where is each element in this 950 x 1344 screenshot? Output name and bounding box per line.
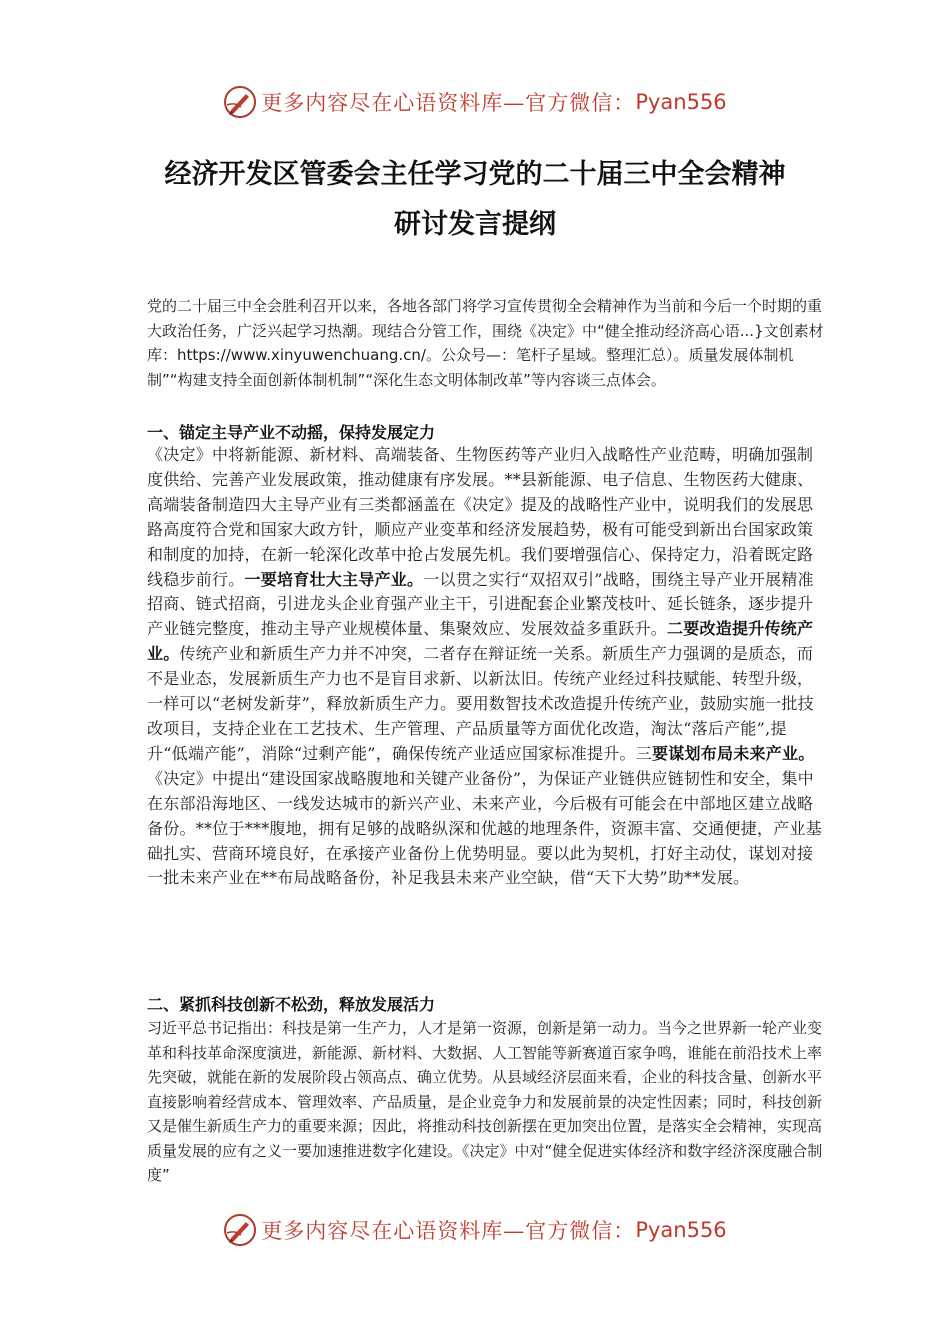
- section1-bold-3: 要谋划布局未来产业。: [651, 743, 815, 763]
- section1-bold-2: 二要改造提升传统产业。: [147, 619, 814, 664]
- section1-body: [147, 443, 827, 891]
- pen-logo-icon: [223, 85, 257, 119]
- section1-text-3: 传统产业和新质生产力并不冲突，二者存在辩证统一关系。新质生产力强调的是质态，而不是业态，发展新质生产力也不是盲目求新、以新汰旧。传统产业经过科技赋能、转型升级，一样可以“老树发新芽”，释放新质生产力。要用数智技术改造提升传统产业，鼓励实施一批技改项目，支持企业在工艺技术、生产管理、产品质量等方面优化改造，淘汰“落后产能”,提升“低端产能”，消除“过剩产能”，确保传统产业适应国家标准提升。三: [147, 644, 814, 763]
- watermark-banner-bottom: [0, 1210, 950, 1250]
- watermark-wechat-id: Pyan556: [635, 1218, 727, 1242]
- section1-text-1: 《决定》中将新能源、新材料、高端装备、生物医药等产业归入战略性产业范畴，明确加强制度供给、完善产业发展政策，推动健康有序发展。**县新能源、电子信息、生物医药大健康、高端装备制造四大主导产业有三类都涵盖在《决定》提及的战略性产业中，说明我们的发展思路高度符合党和国家大政方针，顺应产业变革和经济发展趋势，极有可能受到新出台国家政策和制度的加持，在新一轮深化改革中抢占发展先机。我们要增强信心、保持定力，沿着既定路线稳步前行。: [147, 445, 814, 589]
- document-title-line1: 经济开发区管委会主任学习党的二十届三中全会精神: [164, 159, 786, 190]
- section2-body: 习近平总书记指出：科技是第一生产力，人才是第一资源，创新是第一动力。当今之世界新一轮产业变革和科技革命深度演进，新能源、新材料、大数据、人工智能等新赛道百家争鸣，谁能在前沿技术上率先突破，就能在新的发展阶段占领高点、确立优势。从县域经济层面来看，企业的科技含量、创新水平直接影响着经营成本、管理效率、产品质量，是企业竞争力和发展前景的决定性因素；同时，科技创新又是催生新质生产力的重要来源；因此，将推动科技创新摆在更加突出位置，是落实全会精神，实现高质量发展的应有之义一要加速推进数字化建设。《决定》中对“健全促进实体经济和数字经济深度融合制度”: [147, 1019, 823, 1184]
- watermark-wechat-id: Pyan556: [635, 90, 727, 114]
- section1-text-4: 《决定》中提出“建设国家战略腹地和关键产业备份”，为保证产业链供应链韧性和安全，集中在东部沿海地区、一线发达城市的新兴产业、未来产业，今后极有可能会在中部地区建立战略备份。**位于***腹地，拥有足够的战略纵深和优越的地理条件，资源丰富、交通便捷，产业基础扎实、营商环境良好，在承接产业备份上优势明显。要以此为契机，打好主动仗，谋划对接一批未来产业在**布局战略备份，补足我县未来产业空缺，借“天下大势”助**发展。: [147, 768, 823, 888]
- section2-heading: 二、紧抓科技创新不松劲，释放发展活力: [147, 995, 436, 1014]
- watermark-text: 更多内容尽在心语资料库—官方微信：: [261, 1219, 636, 1243]
- section1-heading: 一、锚定主导产业不动摇，保持发展定力: [147, 423, 436, 442]
- watermark-text: 更多内容尽在心语资料库—官方微信：: [261, 91, 636, 115]
- document-title-line2: 研讨发言提纲: [394, 209, 556, 240]
- section1-text-2: 一以贯之实行“双招双引”战略，围绕主导产业开展精准招商、链式招商，引进龙头企业育强产业主干，引进配套企业繁茂枝叶、延长链条，逐步提升产业链完整度，推动主导产业规模体量、集聚效应、发展效益多重跃升。: [147, 569, 814, 639]
- watermark-banner-top: [0, 82, 950, 122]
- section1-bold-1: 一要培育壮大主导产业。: [244, 569, 424, 589]
- pen-logo-icon: [223, 1213, 257, 1247]
- intro-paragraph: 党的二十届三中全会胜利召开以来，各地各部门将学习宣传贯彻全会精神作为当前和今后一个时期的重大政治任务，广泛兴起学习热潮。现结合分管工作，围绕《决定》中“健全推动经济高心语...}文创素材库：https://www.xinyuwenchuang.cn/。公众号—：笔杆子星域。整理汇总）。质量发展体制机制”“构建支持全面创新体制机制”“深化生态文明体制改革”等内容谈三点体会。: [147, 297, 824, 389]
